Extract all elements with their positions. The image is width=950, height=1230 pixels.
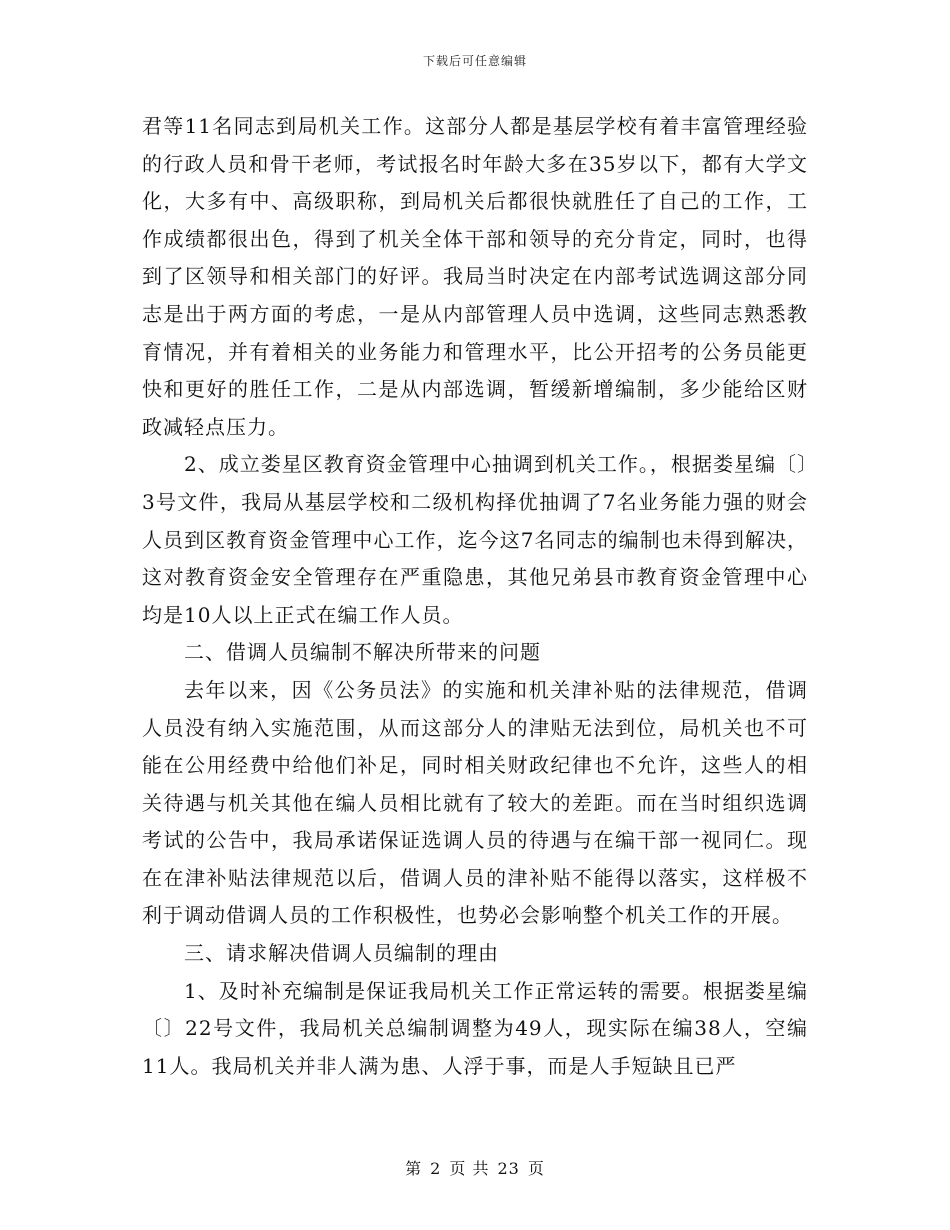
paragraph-reason-1: 1、及时补充编制是保证我局机关工作正常运转的需要。根据娄星编〔〕22号文件，我局机关总编制调整为49人，现实际在编38人，空编11人。我局机关并非人满为患、人浮于事，而是人手短缺且已严 (142, 978, 808, 1078)
paragraph-continuation: 君等11名同志到局机关工作。这部分人都是基层学校有着丰富管理经验的行政人员和骨干老师，考试报名时年龄大多在35岁以下，都有大学文化，大多有中、高级职称，到局机关后都很快就胜任了自己的工作，工作成绩都很出色，得到了机关全体干部和领导的充分肯定，同时，也得到了区领导和相关部门的好评。我局当时决定在内部考试选调这部分同志是出于两方面的考虑，一是从内部管理人员中选调，这些同志熟悉教育情况，并有着相关的业务能力和管理水平，比公开招考的公务员能更快和更好的胜任工作，二是从内部选调，暂缓新增编制，多少能给区财政减轻点压力。 (142, 114, 808, 439)
paragraph-problems: 去年以来，因《公务员法》的实施和机关津补贴的法律规范，借调人员没有纳入实施范围，从而这部分人的津贴无法到位，局机关也不可能在公用经费中给他们补足，同时相关财政纪律也不允许，这些人的相关待遇与机关其他在编人员相比就有了较大的差距。而在当时组织选调考试的公告中，我局承诺保证选调人员的待遇与在编干部一视同仁。现在在津补贴法律规范以后，借调人员的津补贴不能得以落实，这样极不利于调动借调人员的工作积极性，也势必会影响整个机关工作的开展。 (142, 677, 808, 928)
footer-prefix: 第 (405, 1159, 423, 1178)
footer-page-number: 2 (430, 1159, 442, 1178)
section-heading-2: 二、借调人员编制不解决所带来的问题 (184, 640, 541, 665)
section-heading-3: 三、请求解决借调人员编制的理由 (184, 941, 499, 966)
footer-total-pages: 23 (497, 1159, 520, 1178)
paragraph-item-2: 2、成立娄星区教育资金管理中心抽调到机关工作。，根据娄星编〔〕3号文件，我局从基层学校和二级机构择优抽调了7名业务能力强的财会人员到区教育资金管理中心工作，迄今这7名同志的编制也未得到解决，这对教育资金安全管理存在严重隐患，其他兄弟县市教育资金管理中心均是10人以上正式在编工作人员。 (142, 452, 808, 627)
footer-suffix: 页 (527, 1159, 545, 1178)
page-footer (0, 1156, 950, 1179)
header-text: 下载后可任意编辑 (422, 54, 527, 68)
footer-middle: 页 共 (449, 1159, 490, 1178)
document-body (142, 108, 808, 1085)
page-header (0, 52, 950, 69)
